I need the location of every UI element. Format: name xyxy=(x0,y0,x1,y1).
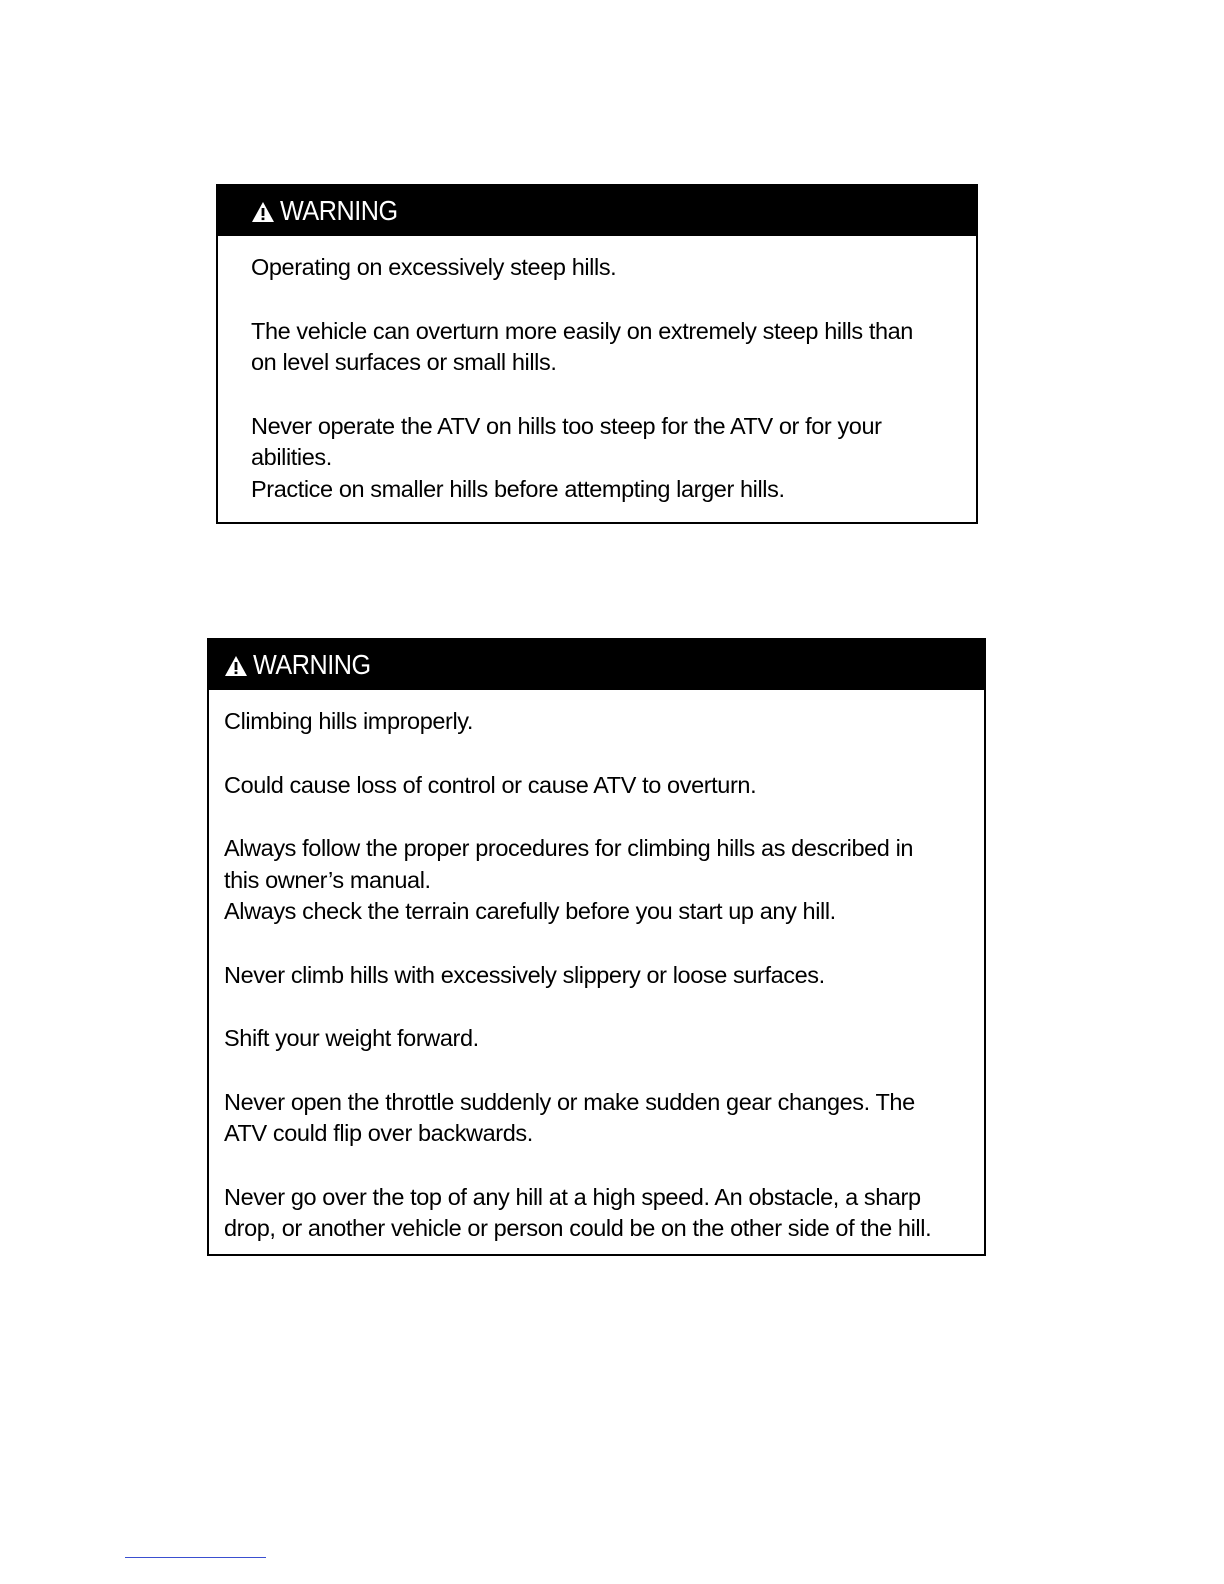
warning-instruction: Never climb hills with excessively slippery or loose surfaces. xyxy=(224,961,825,988)
warning-header xyxy=(209,640,984,690)
warning-box-steep-hills xyxy=(216,184,978,524)
warning-triangle-icon xyxy=(251,201,275,223)
warning-instruction: Always follow the proper procedures for climbing hills as described in this owner’s manual. xyxy=(224,835,914,893)
warning-triangle-icon xyxy=(224,655,248,677)
warning-box-climbing-hills xyxy=(207,638,986,1256)
warning-instruction: Never operate the ATV on hills too steep for the ATV or for your abilities. xyxy=(251,412,882,470)
warning-body xyxy=(209,690,984,1245)
warning-instruction: Always check the terrain carefully before you start up any hill. xyxy=(224,898,836,924)
warning-hazard: Operating on excessively steep hills. xyxy=(251,254,617,280)
warning-instruction: Never go over the top of any hill at a high speed. An obstacle, a sharp drop, or another vehicle or person could be on the other side of the hill. xyxy=(224,1183,932,1241)
warning-instruction: Shift your weight forward. xyxy=(224,1025,479,1051)
warning-hazard: Climbing hills improperly. xyxy=(224,708,474,734)
warning-consequence: The vehicle can overturn more easily on extremely steep hills than on level surfaces or small hills. xyxy=(251,317,913,375)
warning-title: WARNING xyxy=(280,195,398,226)
warning-consequence: Could cause loss of control or cause ATV to overturn. xyxy=(224,771,757,798)
warning-header xyxy=(218,186,976,236)
warning-instruction: Practice on smaller hills before attempting larger hills. xyxy=(251,475,785,502)
warning-body xyxy=(218,236,976,505)
footer-rule xyxy=(125,1557,266,1558)
warning-title: WARNING xyxy=(253,649,371,680)
warning-instruction: Never open the throttle suddenly or make sudden gear changes. The ATV could flip over backwards. xyxy=(224,1088,915,1146)
